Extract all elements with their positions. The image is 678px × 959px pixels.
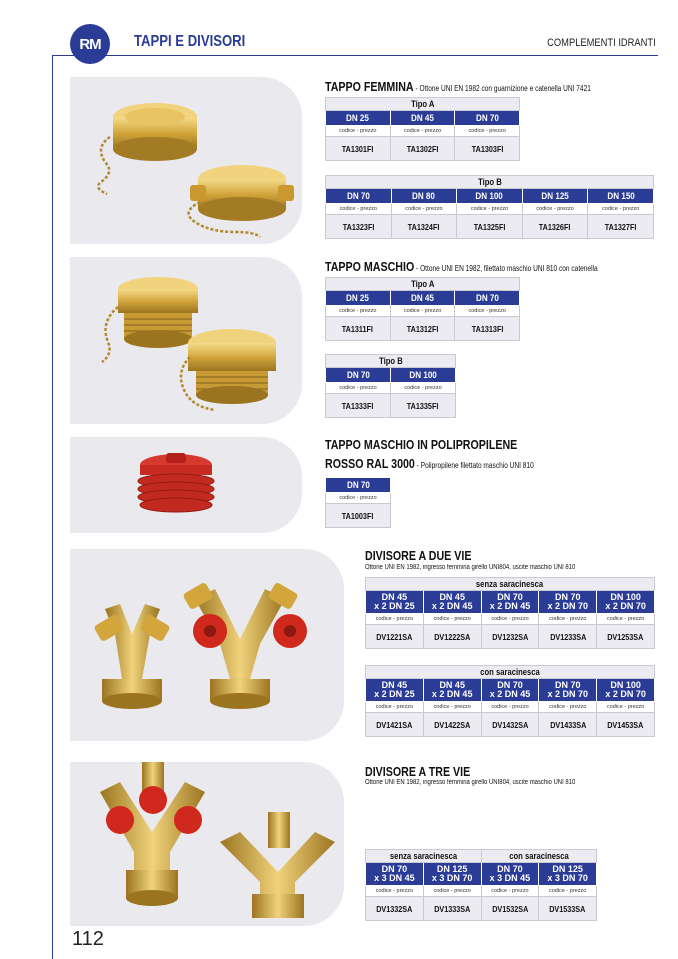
- title-text: TAPPO FEMMINA: [325, 79, 414, 94]
- table-tappo-femmina-tipo-b: [325, 175, 654, 239]
- code-label: codice - prezzo: [390, 306, 455, 317]
- product-code: DV1532SA: [481, 897, 539, 921]
- section-desc-divisore-due-vie: Ottone UNI EN 1982, ingresso femmina girello UNI804, uscite maschio UNI 810: [365, 564, 576, 571]
- product-code: DV1453SA: [597, 713, 655, 737]
- brass-cap-icon: [70, 77, 302, 244]
- table-caption: con saracinesca: [366, 666, 655, 679]
- title-text: ROSSO RAL 3000: [325, 456, 415, 471]
- code-label: codice - prezzo: [539, 702, 597, 713]
- product-code: DV1222SA: [423, 625, 481, 649]
- code-label: codice - prezzo: [326, 493, 391, 504]
- brass-plug-icon: [70, 257, 302, 424]
- table-caption: senza saracinesca: [366, 850, 482, 863]
- code-label: codice - prezzo: [539, 614, 597, 625]
- product-image-tappo-polipropilene: [70, 437, 302, 533]
- dn-header: DN 70 x 2 DN 45: [481, 591, 539, 614]
- table-caption: Tipo A: [326, 278, 520, 291]
- brand-logo: RM: [70, 24, 110, 64]
- section-label: COMPLEMENTI IDRANTI: [547, 37, 656, 49]
- product-code: DV1432SA: [481, 713, 539, 737]
- dn-header: DN 125 x 3 DN 70: [539, 863, 597, 886]
- product-code: DV1332SA: [366, 897, 424, 921]
- page-title: TAPPI E DIVISORI: [134, 33, 246, 50]
- product-code: TA1302FI: [390, 137, 455, 161]
- code-label: codice - prezzo: [457, 204, 523, 215]
- dn-header: DN 45 x 2 DN 45: [423, 679, 481, 702]
- product-image-tappo-maschio: [70, 257, 302, 424]
- dn-header: DN 125: [522, 189, 588, 204]
- code-label: codice - prezzo: [391, 383, 456, 394]
- code-label: codice - prezzo: [597, 614, 655, 625]
- product-code: DV1422SA: [423, 713, 481, 737]
- product-code: DV1253SA: [597, 625, 655, 649]
- table-divisore-due-vie-con: [365, 665, 655, 737]
- section-title-polipropilene: [325, 437, 517, 452]
- section-title-tappo-maschio: [325, 259, 598, 274]
- dn-header: DN 125 x 3 DN 70: [423, 863, 481, 886]
- dn-header: DN 70 x 2 DN 45: [481, 679, 539, 702]
- three-way-divider-icon: [70, 762, 344, 926]
- dn-header: DN 70: [455, 291, 520, 306]
- dn-header: DN 70: [326, 478, 391, 493]
- dn-header: DN 45: [390, 291, 455, 306]
- product-image-tappo-femmina: [70, 77, 302, 244]
- table-caption: senza saracinesca: [366, 578, 655, 591]
- dn-header: DN 100 x 2 DN 70: [597, 679, 655, 702]
- dn-header: DN 80: [391, 189, 457, 204]
- code-label: codice - prezzo: [588, 204, 654, 215]
- table-caption: Tipo A: [326, 98, 520, 111]
- code-label: codice - prezzo: [366, 614, 424, 625]
- table-tappo-femmina-tipo-a: [325, 97, 520, 161]
- dn-header: DN 45 x 2 DN 45: [423, 591, 481, 614]
- code-label: codice - prezzo: [455, 126, 520, 137]
- code-label: codice - prezzo: [522, 204, 588, 215]
- table-tappo-maschio-tipo-b: [325, 354, 456, 418]
- product-code: DV1333SA: [423, 897, 481, 921]
- table-tappo-polipropilene: [325, 477, 391, 528]
- dn-header: DN 100: [391, 368, 456, 383]
- product-code: TA1326FI: [522, 215, 588, 239]
- table-tappo-maschio-tipo-a: [325, 277, 520, 341]
- dn-header: DN 150: [588, 189, 654, 204]
- code-label: codice - prezzo: [539, 886, 597, 897]
- side-rule: [52, 55, 53, 959]
- code-label: codice - prezzo: [366, 886, 424, 897]
- product-image-divisore-due-vie: [70, 549, 344, 741]
- product-code: TA1303FI: [455, 137, 520, 161]
- table-caption: con saracinesca: [481, 850, 597, 863]
- title-text: TAPPO MASCHIO IN POLIPROPILENE: [325, 437, 518, 452]
- code-label: codice - prezzo: [455, 306, 520, 317]
- dn-header: DN 70 x 2 DN 70: [539, 679, 597, 702]
- product-code: TA1335FI: [391, 394, 456, 418]
- code-label: codice - prezzo: [481, 614, 539, 625]
- dn-header: DN 70: [455, 111, 520, 126]
- section-title-polipropilene-line2: [325, 456, 534, 471]
- product-code: TA1324FI: [391, 215, 457, 239]
- product-code: TA1323FI: [326, 215, 392, 239]
- product-code: TA1311FI: [326, 317, 391, 341]
- table-caption: Tipo B: [326, 355, 456, 368]
- dn-header: DN 100 x 2 DN 70: [597, 591, 655, 614]
- two-way-divider-icon: [70, 549, 344, 741]
- title-text: TAPPO MASCHIO: [325, 259, 415, 274]
- dn-header: DN 100: [457, 189, 523, 204]
- product-code: TA1312FI: [390, 317, 455, 341]
- code-label: codice - prezzo: [326, 204, 392, 215]
- product-code: TA1327FI: [588, 215, 654, 239]
- section-desc-divisore-tre-vie: Ottone UNI EN 1982, ingresso femmina girello UNI804, uscite maschio UNI 810: [365, 779, 576, 786]
- product-code: DV1221SA: [366, 625, 424, 649]
- red-plug-icon: [70, 437, 302, 533]
- code-label: codice - prezzo: [423, 886, 481, 897]
- code-label: codice - prezzo: [326, 306, 391, 317]
- dn-header: DN 70: [326, 189, 392, 204]
- product-code: DV1232SA: [481, 625, 539, 649]
- subtitle-text: - Polipropilene filettato maschio UNI 810: [414, 461, 534, 470]
- code-label: codice - prezzo: [423, 702, 481, 713]
- product-image-divisore-tre-vie: [70, 762, 344, 926]
- table-divisore-tre-vie: [365, 849, 597, 921]
- code-label: codice - prezzo: [481, 702, 539, 713]
- dn-header: DN 70 x 3 DN 45: [366, 863, 424, 886]
- code-label: codice - prezzo: [326, 126, 391, 137]
- product-code: TA1003FI: [326, 504, 391, 528]
- product-code: TA1325FI: [457, 215, 523, 239]
- section-title-tappo-femmina: [325, 79, 591, 94]
- table-caption: Tipo B: [326, 176, 654, 189]
- code-label: codice - prezzo: [390, 126, 455, 137]
- subtitle-text: - Ottone UNI EN 1982, filettato maschio UNI 810 con catenella: [414, 264, 598, 273]
- code-label: codice - prezzo: [391, 204, 457, 215]
- dn-header: DN 25: [326, 111, 391, 126]
- header-rule: [52, 55, 658, 56]
- product-code: TA1313FI: [455, 317, 520, 341]
- dn-header: DN 45: [390, 111, 455, 126]
- dn-header: DN 25: [326, 291, 391, 306]
- code-label: codice - prezzo: [481, 886, 539, 897]
- product-code: TA1301FI: [326, 137, 391, 161]
- page-number: 112: [72, 928, 104, 950]
- section-title-divisore-tre-vie: DIVISORE A TRE VIE: [365, 764, 471, 779]
- dn-header: DN 70 x 2 DN 70: [539, 591, 597, 614]
- product-code: DV1233SA: [539, 625, 597, 649]
- code-label: codice - prezzo: [326, 383, 391, 394]
- dn-header: DN 45 x 2 DN 25: [366, 591, 424, 614]
- section-title-divisore-due-vie: DIVISORE A DUE VIE: [365, 548, 472, 563]
- code-label: codice - prezzo: [366, 702, 424, 713]
- product-code: DV1421SA: [366, 713, 424, 737]
- dn-header: DN 70 x 3 DN 45: [481, 863, 539, 886]
- product-code: TA1333FI: [326, 394, 391, 418]
- table-divisore-due-vie-senza: [365, 577, 655, 649]
- dn-header: DN 70: [326, 368, 391, 383]
- subtitle-text: - Ottone UNI EN 1982 con guarnizione e catenella UNI 7421: [413, 84, 591, 93]
- dn-header: DN 45 x 2 DN 25: [366, 679, 424, 702]
- product-code: DV1433SA: [539, 713, 597, 737]
- product-code: DV1533SA: [539, 897, 597, 921]
- code-label: codice - prezzo: [423, 614, 481, 625]
- code-label: codice - prezzo: [597, 702, 655, 713]
